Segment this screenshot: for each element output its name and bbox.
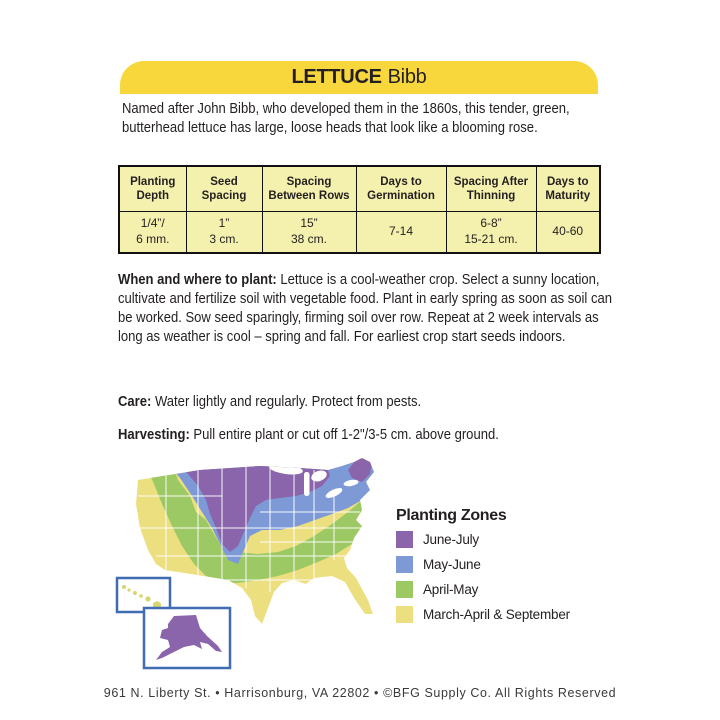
value-days-to-germination: 7-14 [356, 212, 446, 254]
legend-item-april-may: April-May [396, 581, 570, 598]
variety-name: Bibb [387, 66, 427, 88]
legend-item-june-july: June-July [396, 531, 570, 548]
harvesting-text: Pull entire plant or cut off 1-2"/3-5 cm. above ground. [193, 427, 499, 443]
value-spacing-after-thinning: 6-8” 15-21 cm. [446, 212, 536, 254]
planting-zones-map [110, 456, 410, 678]
legend-title: Planting Zones [396, 507, 507, 524]
header-spacing-between-rows: Spacing Between Rows [262, 166, 356, 212]
header-days-to-germination: Days to Germination [356, 166, 446, 212]
legend-item-march-april-september: March-April & September [396, 606, 570, 623]
legend-swatch-june-july [396, 531, 413, 548]
us-map [110, 456, 410, 678]
footer-address: 961 N. Liberty St. • Harrisonburg, VA 22802 • ©BFG Supply Co. All Rights Reserved [103, 686, 617, 700]
care-label: Care: [118, 394, 152, 410]
title-banner [120, 61, 598, 94]
legend-swatch-march-april-september [396, 606, 413, 623]
planting-info-table [118, 165, 601, 254]
table-header-row [119, 166, 600, 212]
value-days-to-maturity: 40-60 [536, 212, 600, 254]
value-seed-spacing: 1” 3 cm. [186, 212, 262, 254]
value-planting-depth: 1/4”/ 6 mm. [119, 212, 186, 254]
harvesting-label: Harvesting: [118, 427, 190, 443]
table-value-row [119, 212, 600, 254]
header-seed-spacing: Seed Spacing [186, 166, 262, 212]
crop-name: LETTUCE [291, 66, 382, 88]
map-legend [396, 507, 570, 631]
when-where-label: When and where to plant: [118, 272, 277, 288]
value-spacing-between-rows: 15” 38 cm. [262, 212, 356, 254]
description-block [122, 100, 622, 138]
legend-item-may-june: May-June [396, 556, 570, 573]
care-text: Water lightly and regularly. Protect from pests. [154, 394, 422, 410]
care-section [118, 393, 615, 412]
alaska-inset [144, 608, 230, 668]
header-planting-depth: Planting Depth [119, 166, 186, 212]
harvesting-section [118, 426, 615, 445]
description-text: Named after John Bibb, who developed them in the 1860s, this tender, green, butterhead lettuce has large, loose heads that look like a blooming rose. [122, 101, 570, 136]
header-spacing-after-thinning: Spacing After Thinning [446, 166, 536, 212]
when-where-text: Lettuce is a cool-weather crop. Select a sunny location, cultivate and fertilize soil with vegetable food. Plant in early spring as soon as soil can be worked. Sow seed sparingly, firming soil over row. Repeat at 2 week intervals as long as weather is cool – spring and fall. For earliest crop start seeds indoors. [118, 272, 613, 345]
legend-swatch-may-june [396, 556, 413, 573]
when-where-section [118, 271, 615, 347]
header-days-to-maturity: Days to Maturity [536, 166, 600, 212]
legend-swatch-april-may [396, 581, 413, 598]
